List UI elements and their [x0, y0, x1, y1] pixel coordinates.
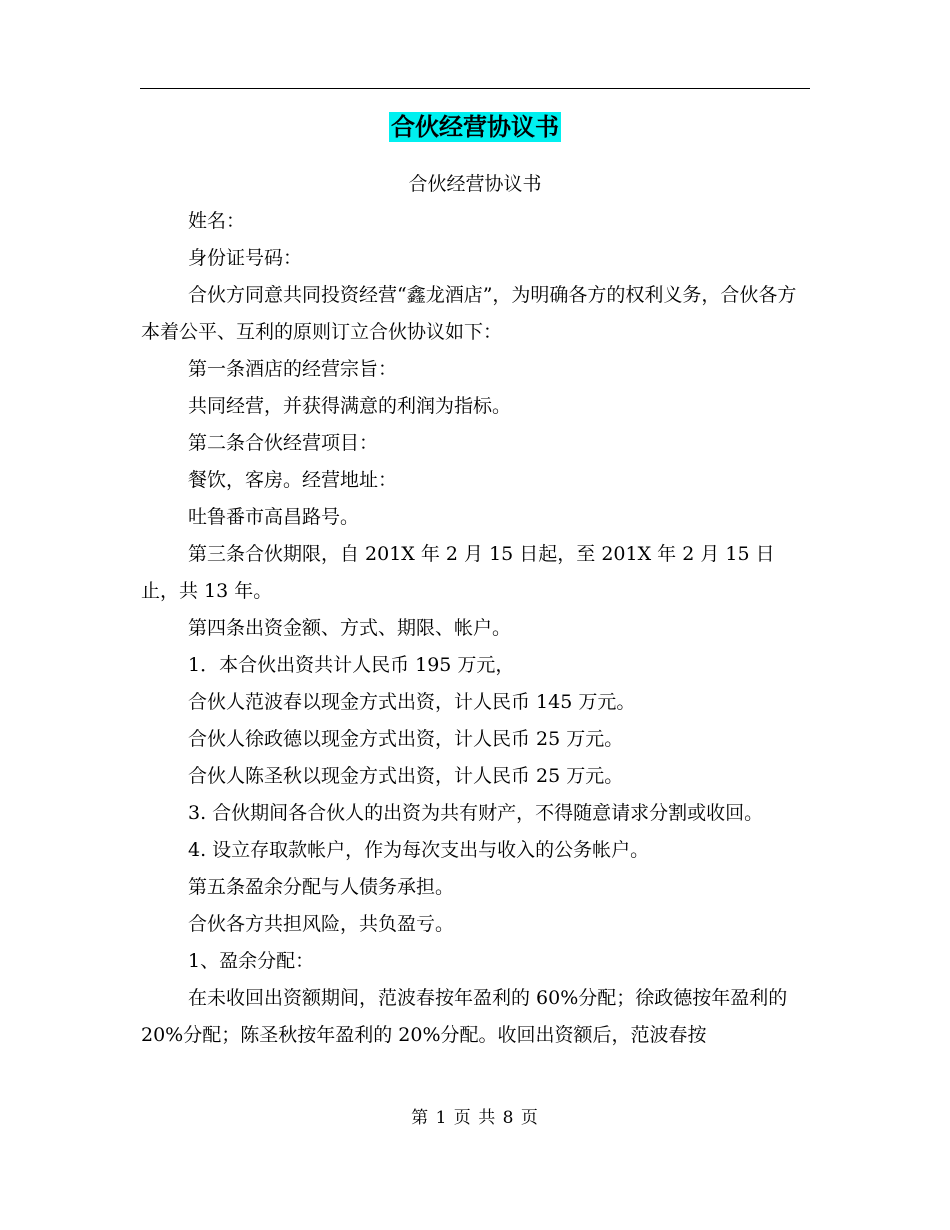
paragraph: 餐饮，客房。经营地址： [188, 469, 398, 491]
document-subtitle: 合伙经营协议书 [408, 173, 542, 195]
paragraph: 身份证号码： [188, 247, 303, 269]
paragraph: 第一条酒店的经营宗旨： [188, 358, 398, 380]
document-title: 合伙经营协议书 [391, 113, 559, 141]
paragraph: 共同经营，并获得满意的利润为指标。 [188, 395, 512, 417]
paragraph: 1．本合伙出资共计人民币 195 万元， [188, 654, 515, 676]
paragraph: 第五条盈余分配与人债务承担。 [188, 876, 455, 898]
paragraph: 1、盈余分配： [188, 950, 315, 972]
paragraph: 4. 设立存取款帐户，作为每次支出与收入的公务帐户。 [188, 839, 650, 861]
paragraph: 合伙人徐政德以现金方式出资，计人民币 25 万元。 [188, 728, 624, 750]
paragraph: 3. 合伙期间各合伙人的出资为共有财产，不得随意请求分割或收回。 [188, 802, 764, 824]
paragraph: 在未收回出资额期间，范波春按年盈利的 60%分配；徐政德按年盈利的 20%分配；陈圣秋按年盈利的 20%分配。收回出资额后，范波春按 [141, 987, 788, 1046]
document-body [141, 203, 809, 1054]
paragraph: 姓名： [188, 210, 246, 232]
paragraph: 合伙各方共担风险，共负盈亏。 [188, 913, 455, 935]
paragraph: 合伙方同意共同投资经营“鑫龙酒店”，为明确各方的权利义务，合伙各方本着公平、互利的原则订立合伙协议如下： [141, 284, 797, 343]
paragraph: 第四条出资金额、方式、期限、帐户。 [188, 617, 512, 639]
header-rule [140, 88, 810, 89]
paragraph: 第二条合伙经营项目： [188, 432, 379, 454]
paragraph: 吐鲁番市高昌路号。 [188, 506, 360, 528]
title-area [0, 112, 950, 142]
paragraph: 合伙人陈圣秋以现金方式出资，计人民币 25 万元。 [188, 765, 624, 787]
paragraph: 第三条合伙期限，自 201X 年 2 月 15 日起，至 201X 年 2 月 15 日止，共 13 年。 [141, 543, 775, 602]
page-footer: 第 1 页 共 8 页 [411, 1108, 539, 1128]
paragraph: 合伙人范波春以现金方式出资，计人民币 145 万元。 [188, 691, 636, 713]
